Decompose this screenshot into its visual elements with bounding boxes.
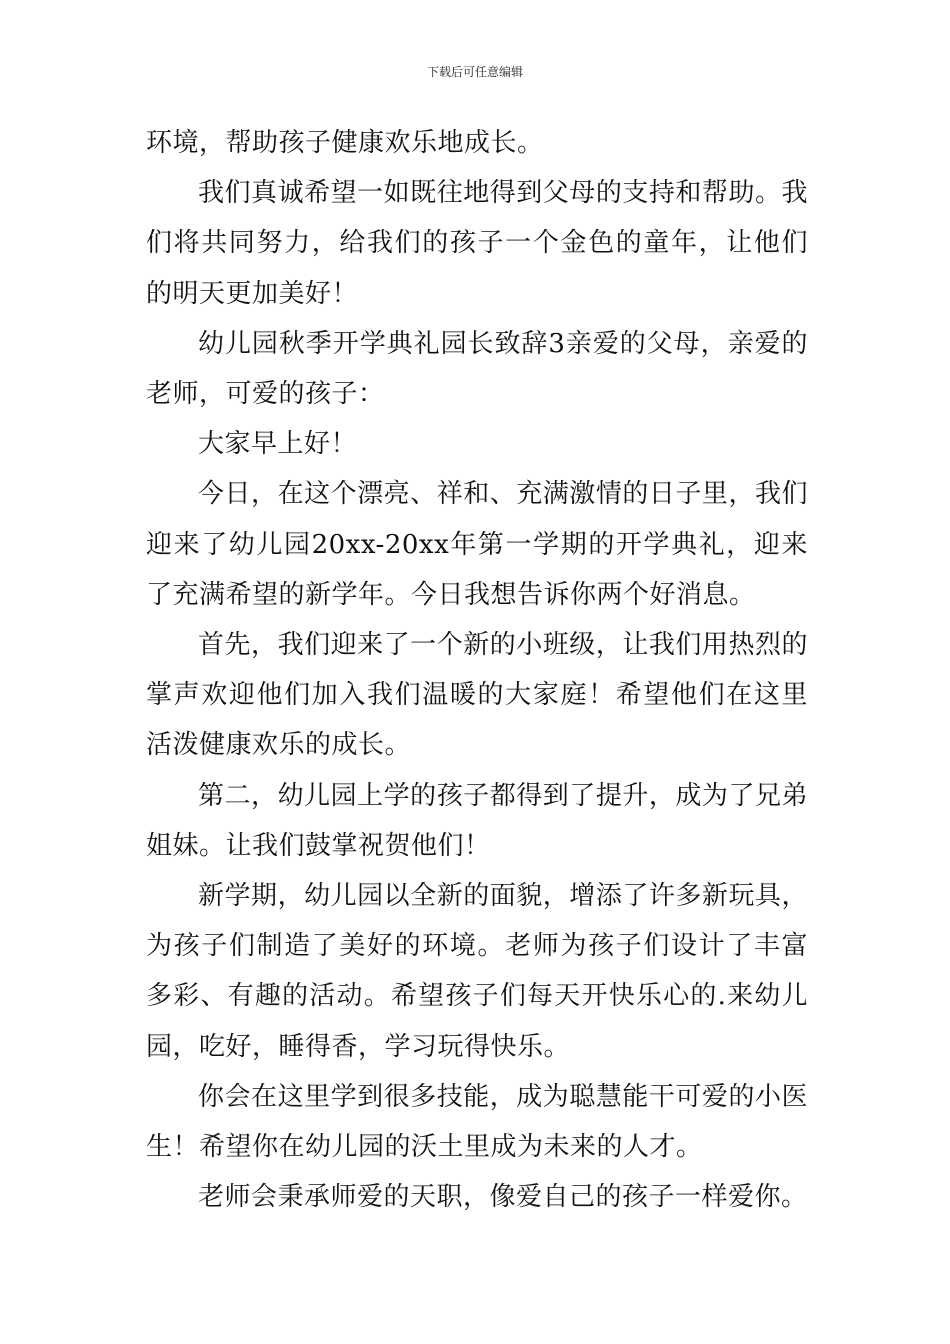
paragraph-7: 第二，幼儿园上学的孩子都得到了提升，成为了兄弟姐妹。让我们鼓掌祝贺他们！ (146, 780, 808, 861)
page-header: 下载后可任意编辑 (426, 65, 523, 79)
paragraph-8: 新学期，幼儿园以全新的面貌，增添了许多新玩具，为孩子们制造了美好的环境。老师为孩子们设计了丰富多彩、有趣的活动。希望孩子们每天开快乐心的.来幼儿园，吃好，睡得香，学习玩得快乐。 (146, 881, 808, 1062)
paragraph-6: 首先，我们迎来了一个新的小班级，让我们用热烈的掌声欢迎他们加入我们温暖的大家庭！希望他们在这里活泼健康欢乐的成长。 (146, 630, 808, 761)
paragraph-4: 大家早上好！ (198, 429, 358, 460)
paragraph-2: 我们真诚希望一如既往地得到父母的支持和帮助。我们将共同努力，给我们的孩子一个金色的童年，让他们的明天更加美好！ (146, 178, 808, 309)
paragraph-10: 老师会秉承师爱的天职，像爱自己的孩子一样爱你。 (198, 1182, 808, 1213)
paragraph-3: 幼儿园秋季开学典礼园长致辞3亲爱的父母，亲爱的老师，可爱的孩子： (146, 328, 808, 410)
paragraph-9: 你会在这里学到很多技能，成为聪慧能干可爱的小医生！希望你在幼儿园的沃土里成为未来的人才。 (146, 1081, 808, 1163)
document-body (146, 118, 808, 1222)
paragraph-5: 今日，在这个漂亮、祥和、充满激情的日子里，我们迎来了幼儿园20xx-20xx年第一学期的开学典礼，迎来了充满希望的新学年。今日我想告诉你两个好消息。 (146, 479, 808, 610)
paragraph-1: 环境，帮助孩子健康欢乐地成长。 (146, 128, 544, 158)
